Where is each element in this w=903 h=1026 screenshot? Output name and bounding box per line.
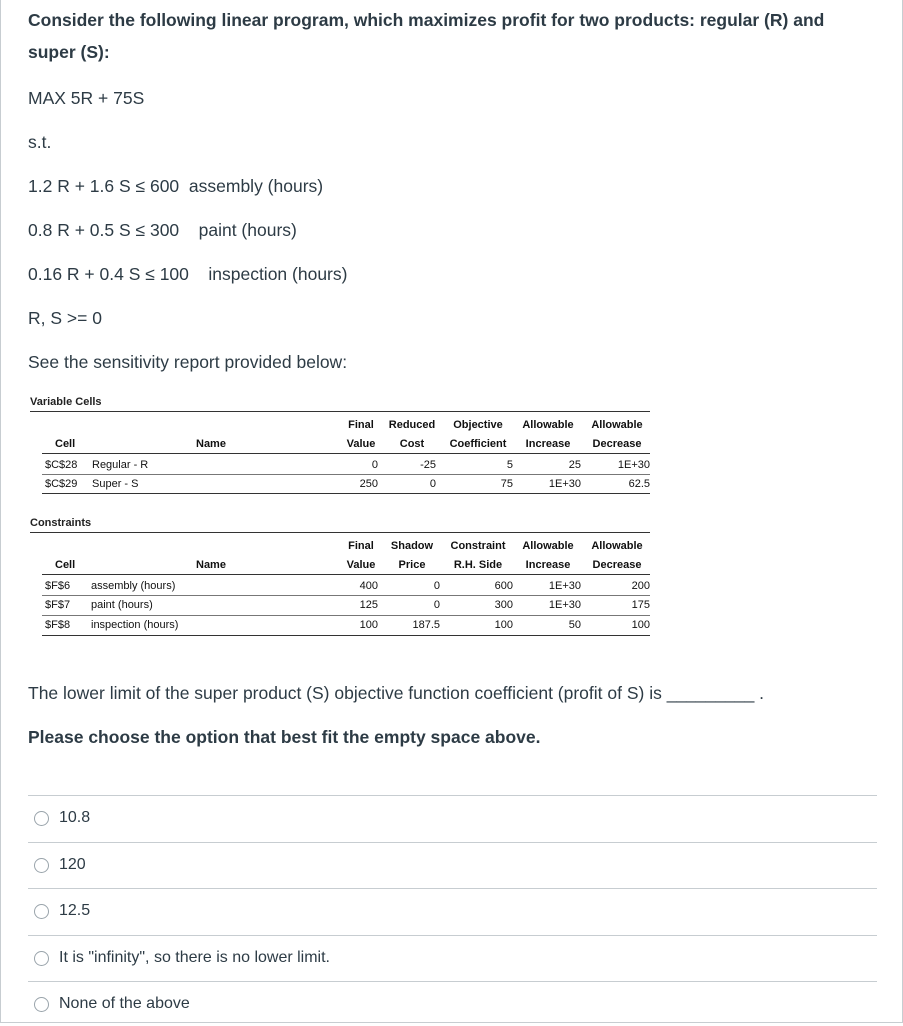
row-final-value: 0 <box>371 459 378 471</box>
answer-option-5[interactable] <box>28 982 877 1026</box>
constraint-paint-expr: 0.8 R + 0.5 S ≤ 300 <box>28 220 180 240</box>
ct-header-price: Price <box>398 559 426 571</box>
divider <box>30 411 650 412</box>
constraint-inspection-label: inspection (hours) <box>208 264 348 284</box>
constraint-paint <box>28 220 297 241</box>
ct-header-final: Final <box>348 540 374 552</box>
row-allow-decrease: 62.5 <box>628 478 650 490</box>
vc-header-name: Name <box>196 438 226 450</box>
vc-header-increase: Increase <box>525 438 571 450</box>
row-name: paint (hours) <box>91 599 153 611</box>
divider <box>42 453 650 454</box>
radio-button[interactable] <box>34 811 49 826</box>
row-cell-id: $C$29 <box>45 478 78 490</box>
row-shadow-price: 187.5 <box>412 619 440 631</box>
vc-header-cell: Cell <box>55 438 76 450</box>
row-final-value: 100 <box>359 619 378 631</box>
question-prompt: The lower limit of the super product (S) objective function coefficient (profit of S) is _________ . <box>28 683 765 703</box>
answer-option-4[interactable] <box>28 936 877 980</box>
subject-to-label: s.t. <box>28 132 52 152</box>
row-objective-coef: 5 <box>506 459 513 471</box>
nonnegativity: R, S >= 0 <box>28 308 102 328</box>
ct-header-increase: Increase <box>525 559 571 571</box>
vc-header-final: Final <box>348 419 374 431</box>
divider <box>30 532 650 533</box>
row-allow-decrease: 175 <box>631 599 650 611</box>
objective-function: MAX 5R + 75S <box>28 88 145 108</box>
vc-header-cost: Cost <box>399 438 425 450</box>
vc-header-coefficient: Coefficient <box>449 438 507 450</box>
row-final-value: 125 <box>359 599 378 611</box>
row-final-value: 400 <box>359 580 378 592</box>
row-name: Super - S <box>92 478 139 490</box>
ct-header-allowable-dec: Allowable <box>591 540 643 552</box>
row-cell-id: $F$7 <box>45 599 71 611</box>
row-shadow-price: 0 <box>433 599 440 611</box>
row-name: assembly (hours) <box>91 580 176 592</box>
row-allow-decrease: 1E+30 <box>617 459 650 471</box>
divider <box>42 493 650 494</box>
vc-header-allowable-inc: Allowable <box>522 419 574 431</box>
answer-option-label: It is "infinity", so there is no lower limit. <box>59 949 330 966</box>
row-allow-decrease: 200 <box>631 580 650 592</box>
constraint-inspection-expr: 0.16 R + 0.4 S ≤ 100 <box>28 264 189 284</box>
answer-option-label: 10.8 <box>59 809 91 826</box>
see-report-text: See the sensitivity report provided below: <box>28 352 348 372</box>
answer-option-label: 120 <box>59 856 86 873</box>
answer-option-label: 12.5 <box>59 902 91 919</box>
answer-option-3[interactable] <box>28 889 877 933</box>
question-intro-line1: Consider the following linear program, which maximizes profit for two products: regular (R) and <box>28 10 825 30</box>
constraint-paint-label: paint (hours) <box>198 220 297 240</box>
divider <box>42 574 650 575</box>
ct-header-allowable-inc: Allowable <box>522 540 574 552</box>
answer-option-2[interactable] <box>28 843 877 887</box>
answer-option-1[interactable] <box>28 796 877 840</box>
row-reduced-cost: -25 <box>420 459 436 471</box>
constraint-inspection <box>28 264 347 285</box>
row-final-value: 250 <box>359 478 378 490</box>
vc-header-value: Value <box>346 438 376 450</box>
radio-button[interactable] <box>34 951 49 966</box>
ct-header-constraint: Constraint <box>450 540 506 552</box>
vc-header-decrease: Decrease <box>592 438 642 450</box>
divider <box>42 615 650 616</box>
row-name: Regular - R <box>92 459 149 471</box>
row-allow-increase: 1E+30 <box>548 580 581 592</box>
row-cell-id: $F$8 <box>45 619 71 631</box>
row-allow-increase: 50 <box>568 619 581 631</box>
row-cell-id: $F$6 <box>45 580 71 592</box>
ct-header-cell: Cell <box>55 559 76 571</box>
row-name: inspection (hours) <box>91 619 179 631</box>
row-objective-coef: 75 <box>500 478 513 490</box>
constraint-assembly-expr: 1.2 R + 1.6 S ≤ 600 <box>28 176 180 196</box>
variable-cells-title: Variable Cells <box>30 396 102 408</box>
radio-button[interactable] <box>34 858 49 873</box>
row-shadow-price: 0 <box>433 580 440 592</box>
row-allow-increase: 1E+30 <box>548 478 581 490</box>
question-instruction: Please choose the option that best fit the empty space above. <box>28 727 541 747</box>
constraint-assembly-label: assembly (hours) <box>188 176 324 196</box>
row-reduced-cost: 0 <box>429 478 436 490</box>
ct-header-rhs: R.H. Side <box>453 559 503 571</box>
divider <box>42 474 650 475</box>
vc-header-reduced: Reduced <box>388 419 436 431</box>
vc-header-allowable-dec: Allowable <box>591 419 643 431</box>
row-allow-increase: 1E+30 <box>548 599 581 611</box>
question-intro-line2: super (S): <box>28 42 110 62</box>
row-allow-increase: 25 <box>568 459 581 471</box>
row-rhs: 100 <box>494 619 513 631</box>
radio-button[interactable] <box>34 997 49 1012</box>
row-rhs: 300 <box>494 599 513 611</box>
answer-option-label: None of the above <box>59 995 190 1012</box>
radio-button[interactable] <box>34 904 49 919</box>
ct-header-shadow: Shadow <box>390 540 434 552</box>
row-allow-decrease: 100 <box>631 619 650 631</box>
row-cell-id: $C$28 <box>45 459 78 471</box>
divider <box>42 595 650 596</box>
constraint-assembly <box>28 176 323 197</box>
ct-header-decrease: Decrease <box>592 559 642 571</box>
vc-header-objective: Objective <box>453 419 503 431</box>
divider <box>42 635 650 636</box>
ct-header-name: Name <box>196 559 226 571</box>
constraints-title: Constraints <box>30 517 92 529</box>
ct-header-value: Value <box>346 559 376 571</box>
row-rhs: 600 <box>494 580 513 592</box>
